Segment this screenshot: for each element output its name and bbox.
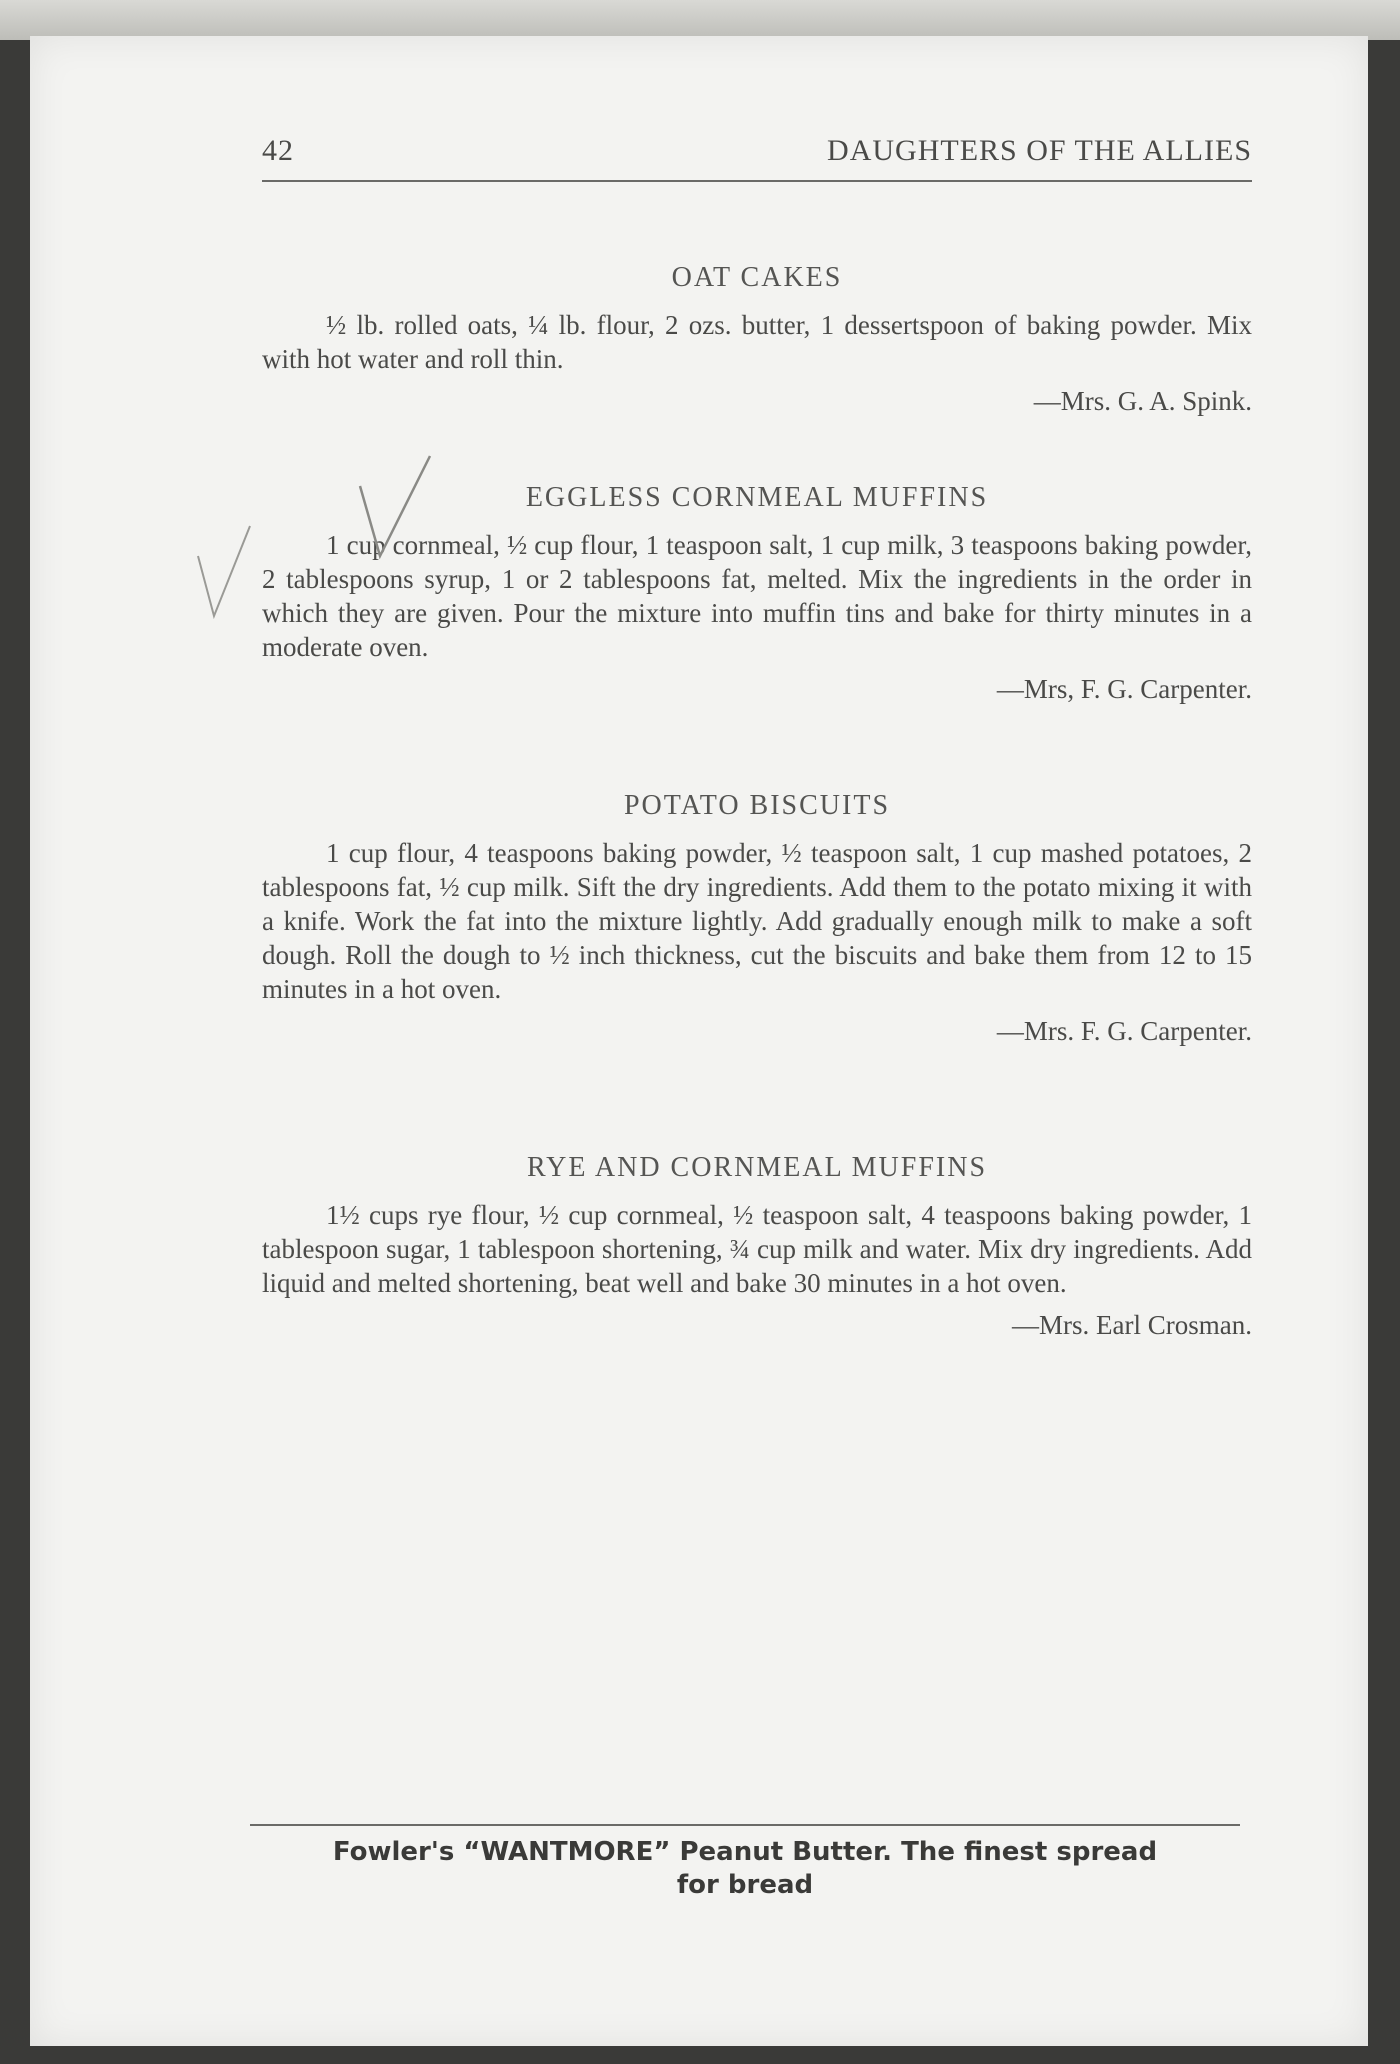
recipe-body: 1 cup flour, 4 teaspoons baking powder, ½ teaspoon salt, 1 cup mashed potatoes, 2 tablespoons fat, ½ cup milk. Sift the dry ingredients. Add them to the potato mixing it with a knife. Work the fat into the mixture lightly. Add gradually enough milk to make a soft dough. Roll the dough to ½ inch thickness, cut the biscuits and bake them from 12 to 15 minutes in a hot oven.	[262, 838, 1252, 1004]
book-page	[30, 36, 1368, 2046]
recipe-oat-cakes	[262, 262, 1252, 417]
running-title: DAUGHTERS OF THE ALLIES	[827, 134, 1252, 167]
recipe-body: 1½ cups rye flour, ½ cup cornmeal, ½ teaspoon salt, 4 teaspoons baking powder, 1 tablespoon sugar, 1 tablespoon shortening, ¾ cup milk and water. Mix dry ingredients. Add liquid and melted shortening, beat well and bake 30 minutes in a hot oven.	[262, 1200, 1252, 1298]
footer-line: Fowler's “WANTMORE” Peanut Butter. The finest spread	[332, 1837, 1158, 1867]
page-number: 42	[262, 134, 294, 167]
recipe-title: OAT CAKES	[671, 262, 843, 293]
recipe-title: POTATO BISCUITS	[623, 790, 891, 821]
footer-rule	[250, 1824, 1240, 1826]
recipe-title: RYE AND CORNMEAL MUFFINS	[526, 1152, 988, 1183]
header-rule	[262, 180, 1252, 182]
scan-edge	[0, 0, 1400, 40]
recipe-title: EGGLESS CORNMEAL MUFFINS	[525, 482, 989, 513]
advertisement-footer	[250, 1836, 1240, 1902]
recipe-body: ½ lb. rolled oats, ¼ lb. flour, 2 ozs. butter, 1 dessertspoon of baking powder. Mix with hot water and roll thin.	[262, 310, 1252, 374]
recipe-rye-cornmeal-muffins	[262, 1152, 1252, 1341]
recipe-attribution: —Mrs. G. A. Spink.	[1033, 386, 1252, 416]
recipe-body: 1 cup cornmeal, ½ cup flour, 1 teaspoon salt, 1 cup milk, 3 teaspoons baking powder, 2 tablespoons syrup, 1 or 2 tablespoons fat, melted. Mix the ingredients in the order in which they are given. Pour the mixture into muffin tins and bake for thirty minutes in a moderate oven.	[262, 530, 1252, 662]
recipe-attribution: —Mrs, F. G. Carpenter.	[996, 674, 1252, 704]
recipe-attribution: —Mrs. Earl Crosman.	[1012, 1310, 1252, 1340]
pencil-check-mark-icon	[350, 436, 440, 576]
footer-line: for bread	[676, 1870, 814, 1900]
recipe-attribution: —Mrs. F. G. Carpenter.	[996, 1016, 1252, 1046]
recipe-potato-biscuits	[262, 790, 1252, 1047]
running-header	[262, 134, 1252, 168]
pencil-check-mark-icon	[190, 506, 270, 626]
